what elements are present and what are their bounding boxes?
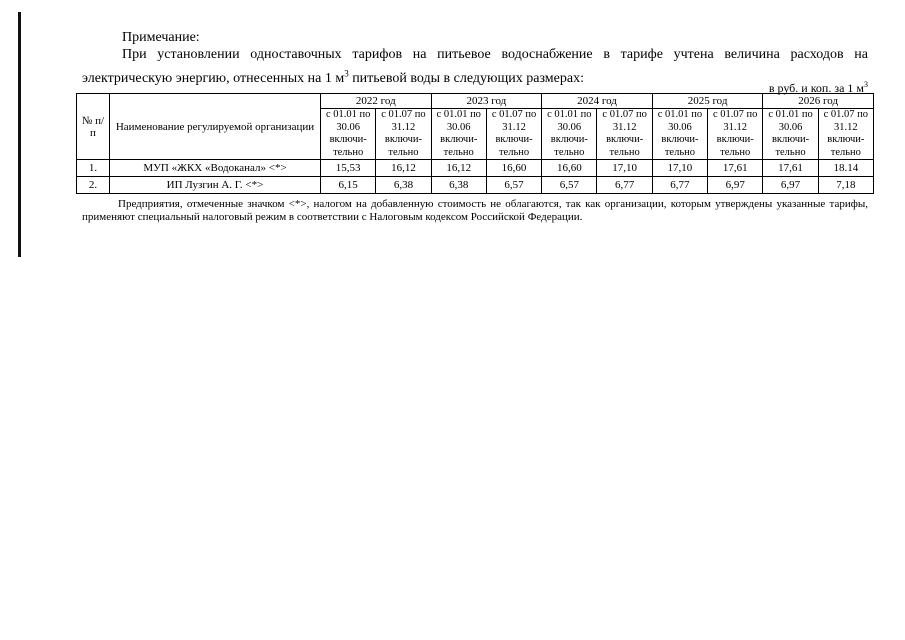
header-year: 2025 год: [652, 94, 763, 109]
header-period-second: с 01.07 по 31.12 включи-тельно: [818, 109, 873, 160]
tariff-value: 16,12: [431, 160, 486, 177]
footnote: Предприятия, отмеченные значком <*>, налогом на добавленную стоимость не облагаются, так как организации, которым утверждены указанные тарифы, применяют специальный налоговый режим в соответствии с Налоговым кодексом Российской Федерации.: [82, 198, 868, 223]
tariff-value: 6,77: [652, 177, 707, 194]
tariff-value: 6,38: [376, 177, 431, 194]
tariff-value: 6,77: [597, 177, 652, 194]
tariff-value: 17,10: [652, 160, 707, 177]
header-period-second: с 01.07 по 31.12 включи-тельно: [376, 109, 431, 160]
tariff-value: 6,15: [321, 177, 376, 194]
tariff-value: 17,61: [763, 160, 818, 177]
header-period-second: с 01.07 по 31.12 включи-тельно: [486, 109, 541, 160]
org-name: МУП «ЖКХ «Водоканал» <*>: [110, 160, 321, 177]
header-year: 2024 год: [542, 94, 653, 109]
tariff-value: 6,97: [763, 177, 818, 194]
note-title: Примечание:: [122, 30, 200, 45]
tariff-value: 6,97: [708, 177, 763, 194]
tariff-value: 6,38: [431, 177, 486, 194]
org-name: ИП Лузгин А. Г. <*>: [110, 177, 321, 194]
header-period-first: с 01.01 по 30.06 включи-тельно: [763, 109, 818, 160]
header-period-second: с 01.07 по 31.12 включи-тельно: [597, 109, 652, 160]
header-period-first: с 01.01 по 30.06 включи-тельно: [542, 109, 597, 160]
units-text: в руб. и коп. за 1 м: [768, 81, 864, 95]
row-number: 2.: [77, 177, 110, 194]
tariff-table: [76, 93, 874, 194]
note-paragraph: [82, 46, 868, 88]
superscript-3: 3: [344, 68, 349, 78]
table-row: [77, 177, 874, 194]
header-period-first: с 01.01 по 30.06 включи-тельно: [431, 109, 486, 160]
units-superscript: 3: [864, 80, 868, 89]
header-org-name: Наименование регулируемой организации: [110, 94, 321, 160]
note-paragraph-line2-text: электрическую энергию, отнесенных на 1 м: [82, 70, 345, 86]
header-num: № п/п: [77, 94, 110, 160]
header-year: 2022 год: [321, 94, 432, 109]
header-period-first: с 01.01 по 30.06 включи-тельно: [652, 109, 707, 160]
note-paragraph-line2-tail: питьевой воды в следующих размерах:: [348, 70, 584, 86]
tariff-value: 16,12: [376, 160, 431, 177]
header-year: 2026 год: [763, 94, 874, 109]
tariff-value: 7,18: [818, 177, 873, 194]
header-period-second: с 01.07 по 31.12 включи-тельно: [708, 109, 763, 160]
header-year: 2023 год: [431, 94, 542, 109]
tariff-value: 17,61: [708, 160, 763, 177]
note-paragraph-line2: [82, 68, 584, 86]
tariff-value: 17,10: [597, 160, 652, 177]
header-period-first: с 01.01 по 30.06 включи-тельно: [321, 109, 376, 160]
tariff-value: 16,60: [542, 160, 597, 177]
tariff-value: 6,57: [486, 177, 541, 194]
row-number: 1.: [77, 160, 110, 177]
margin-rule: [18, 12, 21, 257]
tariff-value: 16,60: [486, 160, 541, 177]
tariff-value: 15,53: [321, 160, 376, 177]
note-paragraph-line1: При установлении одноставочных тарифов на питьевое водоснабжение в тарифе учтена величина расходов на: [122, 47, 868, 62]
tariff-value: 6,57: [542, 177, 597, 194]
table-row: [77, 160, 874, 177]
header-row-years: [77, 94, 874, 109]
tariff-value: 18.14: [818, 160, 873, 177]
